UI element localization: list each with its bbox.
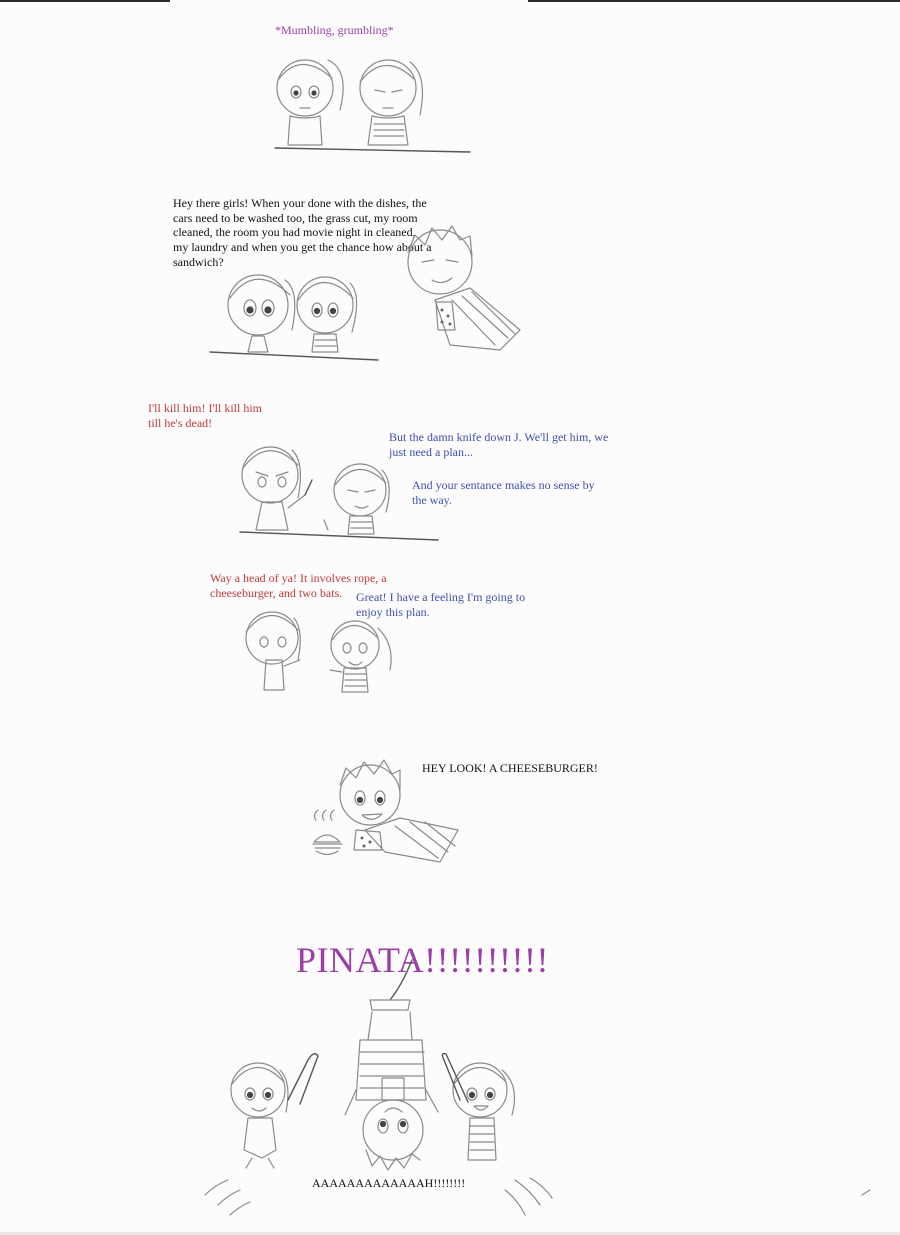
caption-hey-look-cheeseburger: HEY LOOK! A CHEESEBURGER! (422, 761, 598, 775)
caption-chores-list: Hey there girls! When your done with the dishes, the cars need to be washed too, the grass cut, my room cleaned, the room you had movie night in cleaned, my laundry and when you get the chance how about a sandwich? (173, 196, 432, 269)
caption-way-ahead: Way a head of ya! It involves rope, a cheeseburger, and two bats. (210, 571, 387, 600)
caption-kill-him: I'll kill him! I'll kill him till he's dead! (148, 401, 262, 430)
caption-scream: AAAAAAAAAAAAAH!!!!!!!! (312, 1176, 466, 1190)
caption-enjoy-plan: Great! I have a feeling I'm going to enjoy this plan. (356, 590, 526, 619)
caption-mumbling: *Mumbling, grumbling* (275, 23, 394, 37)
caption-knife-down: But the damn knife down J. We'll get him, we just need a plan... (389, 430, 609, 459)
caption-sentence-sense: And your sentance makes no sense by the way. (412, 478, 595, 507)
caption-pinata: PINATA!!!!!!!!!! (296, 940, 550, 980)
